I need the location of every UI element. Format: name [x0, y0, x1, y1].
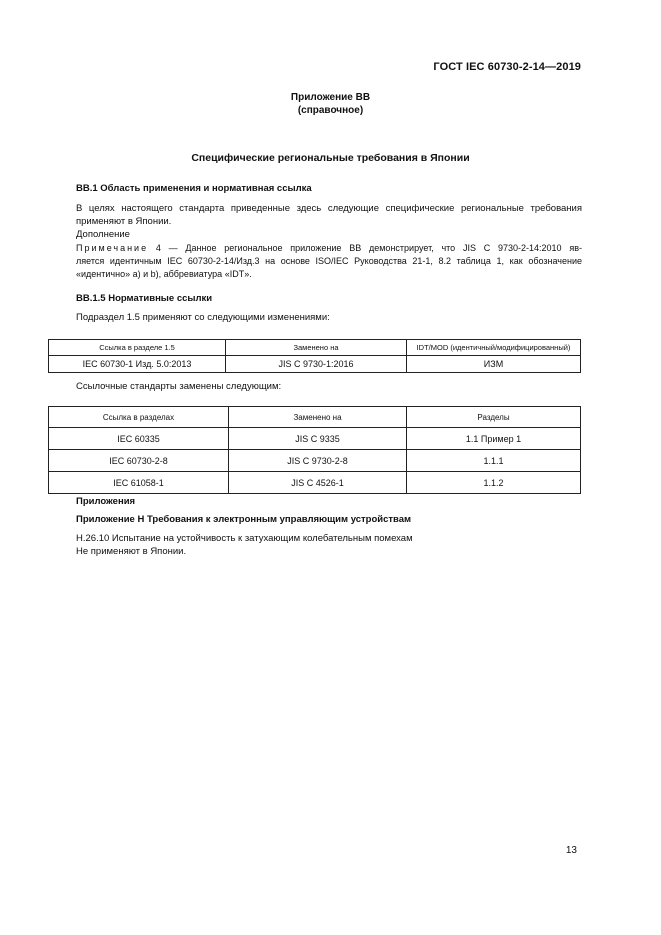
- h2610-title: H.26.10 Испытание на устойчивость к затухающим колебательным помехам: [76, 533, 413, 544]
- table2-cell: JIS C 9730-2-8: [229, 450, 407, 472]
- normative-references-table: [48, 339, 581, 373]
- bb1-addition: Дополнение: [76, 229, 130, 240]
- replaced-standards-table: [48, 406, 581, 494]
- table2-cell: IEC 60335: [49, 428, 229, 450]
- table1-cell: ИЗМ: [407, 356, 581, 373]
- bb1-para-line1: В целях настоящего стандарта приведенные здесь следующие специфические региональные требования: [76, 203, 582, 214]
- table1-header-cell: Ссылка в разделе 1.5: [49, 340, 226, 356]
- table1-header-cell: Заменено на: [226, 340, 407, 356]
- table2-cell: IEC 61058-1: [49, 472, 229, 494]
- table2-cell: 1.1.1: [407, 450, 581, 472]
- annex-title: Приложение ВВ: [290, 92, 371, 103]
- bb1-paragraph: [76, 202, 582, 241]
- bb15-intro2: Ссылочные стандарты заменены следующим:: [76, 381, 282, 392]
- table2-row: [49, 472, 581, 494]
- note-label: Примечание: [76, 243, 149, 253]
- note-line1-text: 4 — Данное региональное приложение ВВ демонстрирует, что JIS C 9730-2-14:2010 яв-: [148, 243, 582, 253]
- bb15-intro: Подраздел 1.5 применяют со следующими изменениями:: [76, 312, 330, 323]
- table2-header-cell: Ссылка в разделах: [49, 407, 229, 428]
- bb1-para-line2: применяют в Японии.: [76, 216, 172, 227]
- table1-cell: JIS C 9730-1:2016: [226, 356, 407, 373]
- annex-subtitle: (справочное): [297, 105, 364, 116]
- bb1-note: [76, 242, 582, 281]
- table2-row: [49, 428, 581, 450]
- bb15-heading: ВВ.1.5 Нормативные ссылки: [76, 293, 213, 304]
- table2-header-cell: Заменено на: [229, 407, 407, 428]
- table1-header-row: [49, 340, 581, 356]
- table1-cell: IEC 60730-1 Изд. 5.0:2013: [49, 356, 226, 373]
- appendices-heading: Приложения: [76, 496, 136, 507]
- table2-cell: JIS C 4526-1: [229, 472, 407, 494]
- bb1-heading: ВВ.1 Область применения и нормативная ссылка: [76, 183, 312, 194]
- annex-h-heading: Приложение H Требования к электронным управляющим устройствам: [76, 514, 412, 525]
- h2610-block: [76, 532, 582, 558]
- note-line2: ляется идентичным IEC 60730-2-14/Изд.3 на основе ISO/IEC Руководства 21-1, 8.2 таблица 1, как обозначение: [76, 256, 582, 266]
- annex-heading: [0, 91, 661, 117]
- table2-header-row: [49, 407, 581, 428]
- note-line1: [76, 242, 582, 255]
- table1-header-cell: IDT/MOD (идентичный/модифицированный): [407, 340, 581, 356]
- table2-cell: 1.1.2: [407, 472, 581, 494]
- h2610-text: Не применяют в Японии.: [76, 546, 187, 557]
- table1-row: [49, 356, 581, 373]
- section-title: Специфические региональные требования в Японии: [191, 152, 470, 164]
- table2-header-cell: Разделы: [407, 407, 581, 428]
- table2-cell: IEC 60730-2-8: [49, 450, 229, 472]
- note-line3: «идентично» а) и b), аббревиатура «IDT».: [76, 269, 252, 279]
- table2-cell: 1.1 Пример 1: [407, 428, 581, 450]
- table2-row: [49, 450, 581, 472]
- page-number: 13: [565, 845, 577, 856]
- table2-cell: JIS C 9335: [229, 428, 407, 450]
- standard-code-header: ГОСТ IEC 60730-2-14—2019: [433, 61, 581, 73]
